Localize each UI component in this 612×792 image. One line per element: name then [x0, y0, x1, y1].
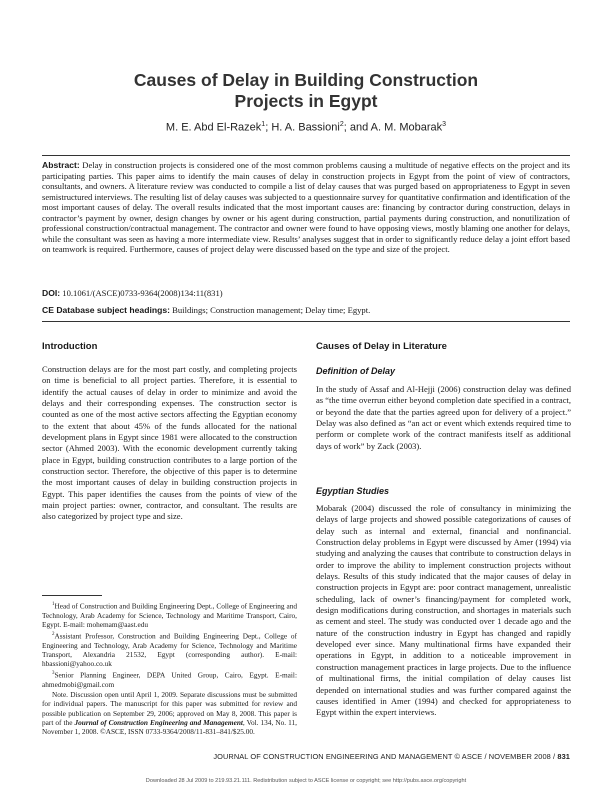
subject-headings-value: Buildings; Construction management; Delay time; Egypt.: [172, 305, 371, 315]
footnote-1-text: Head of Construction and Building Engineering Dept., College of Engineering and Technology, Arab Academy for Science, Technology and Maritime Transport, Cairo, Egypt. E-mail: mohemam@aast.edu: [42, 601, 297, 629]
doi-line: [42, 288, 223, 298]
footnote-1: [42, 600, 297, 629]
footnote-2-text: Assistant Professor, Construction and Building Engineering Dept., College of Engineering and Technology, Arab Academy for Science, Technology and Maritime Transport, Alexandria 21532, Egypt (corresponding author). E-mail: hbassioni@yahoo.co.uk: [42, 631, 297, 669]
egyptian-studies-body: [316, 503, 571, 719]
footnote-3-mark: 3: [52, 671, 55, 677]
download-notice: Downloaded 28 Jul 2009 to 219.93.21.111. Redistribution subject to ASCE license or copyright; see http://pubs.asce.org/copyright: [145, 778, 467, 784]
paper-title: [40, 70, 572, 112]
definition-paragraph: In the study of Assaf and Al-Hejji (2006) construction delay was defined as “the time overrun either beyond completion date specified in a contract, or beyond the date that the parties agreed upon for delivery of a project.” Delay was also defined as “an act or event which extends required time to perform or complete work of the contract manifests itself as additional days of work” by Zack (2003).: [316, 384, 571, 451]
egyptian-studies-paragraph: Mobarak (2004) discussed the role of consultancy in minimizing the delays of large projects and showed possible categorizations of causes of delay such as internal and external, financial and nonfinancial. Construction delay problems in Egypt were discussed by Amer (1994) via studying and analyzing the causes that contribute to construction delays in order to improve the ability to implement construction projects without delays. Results of this study indicated that the major causes of delay in construction projects in Egypt are: poor contract management, unrealistic scheduling, lack of owner’s financing/payment for completed work, design modifications during construction, and shortages in materials such as cement and steel. The study was conducted over 1 decade ago and the nature of the construction industry in Egypt has changed and rapidly developed ever since. Many multinational firms have expanded their operations in Egypt, in addition to a noticeable improvement in construction management practices in large projects. Due to the influence of multinational firms, the initial compilation of delay causes list depended on international studies and was further compared against the causes identified in Amer (1994) and checked for appropriateness to Egypt within the expert interviews.: [316, 503, 571, 718]
intro-body: [42, 364, 297, 523]
submission-note: [42, 690, 297, 736]
header-rule: [42, 155, 570, 156]
running-footer: [213, 752, 570, 761]
subject-headings: [42, 305, 370, 315]
doi-label: DOI:: [42, 288, 61, 298]
footnote-2-mark: 2: [52, 632, 55, 638]
definition-heading: Definition of Delay: [316, 366, 396, 376]
literature-heading: Causes of Delay in Literature: [316, 341, 447, 352]
definition-body: [316, 384, 571, 452]
footnote-3: [42, 669, 297, 689]
author-1-mark: 1: [261, 121, 266, 128]
note-journal: Journal of Construction Engineering and Management: [74, 717, 243, 727]
footnotes: [42, 600, 297, 737]
intro-paragraph: Construction delays are for the most part costly, and completing projects on time is beneficial to all project parties. Therefore, it is essential to identify the actual causes of delay in order to minimize and avoid the delays and their corresponding expenses. The construction sector is counted as one of the most active sectors affecting the Egyptian economy to the extent that about 45% of the funds allocated for the national development plans in Egypt since 1981 were allocated to the construction sector (Ahmed 2003). With the economic development currently taking place in Egypt, building construction contributes to a large portion of the construction sector. Therefore, the objective of this paper is to determine the most important causes of delay in building construction projects in Egypt. This paper identifies the causes from the points of view of the main project parties: owner, contractor, and consultant. The results are also categorized by project type and size.: [42, 364, 297, 522]
egyptian-studies-heading: Egyptian Studies: [316, 486, 390, 496]
footnote-2: [42, 630, 297, 668]
author-separator: ;: [265, 121, 272, 134]
abstract-label: Abstract:: [42, 160, 80, 170]
author-1: M. E. Abd El-Razek: [165, 121, 262, 134]
abstract-text: Delay in construction projects is considered one of the most common problems causing a multitude of negative effects on the project and its participating parties. This paper aims to identify the main causes of delay in construction projects in Egypt from the point of view of contractors, consultants, and owners. A literature review was conducted to compile a list of delay causes that was purged based on appropriateness to Egypt in seven semistructured interviews. The resulting list of delay causes was subjected to a questionnaire survey for quantitative confirmation and identification of the most important causes of delay. The overall results indicated that the most important causes are: financing by contractor during construction, delays in contractor’s payment by owner, design changes by owner or his agent during construction, partial payments during construction, and nonutilization of professional construction/contractual management. The contractor and owner were found to have opposing views, mostly blaming one another for delays, while the consultant was seen as having a more intermediate view. Results’ analyses suggest that in order to significantly reduce delay a joint effort based on teamwork is required. Furthermore, causes of project delay were discussed based on the type and size of the project.: [42, 160, 570, 255]
title-line-2: Projects in Egypt: [234, 91, 378, 111]
author-separator: ; and: [343, 121, 371, 134]
footnote-3-text: Senior Planning Engineer, DEPA United Group, Cairo, Egypt. E-mail: ahmedmobi@gmail.com: [42, 670, 297, 689]
subject-headings-label: CE Database subject headings:: [42, 305, 170, 315]
author-3-mark: 3: [442, 121, 447, 128]
footnote-1-mark: 1: [52, 602, 55, 607]
author-list: [40, 121, 572, 134]
note-lead: Note. Discussion open until April 1, 2009. Separate discussions must be submitted for individual papers. The manuscript for this paper was submitted for review and possible publication on September 29, 2006; approved on May 8, 2008. This paper is part of the: [42, 690, 297, 727]
author-3: A. M. Mobarak: [370, 121, 443, 134]
abstract: [42, 160, 570, 255]
author-2-mark: 2: [339, 121, 344, 128]
doi-value[interactable]: 10.1061/(ASCE)0733-9364(2008)134:11(831): [62, 288, 223, 298]
footer-journal: JOURNAL OF CONSTRUCTION ENGINEERING AND MANAGEMENT © ASCE / NOVEMBER 2008 /: [213, 752, 558, 761]
intro-heading: Introduction: [42, 341, 98, 352]
author-2: H. A. Bassioni: [271, 121, 340, 134]
page-number: 831: [557, 752, 570, 761]
title-line-1: Causes of Delay in Building Construction: [133, 70, 479, 90]
abstract-rule: [42, 321, 570, 322]
note-tail: , Vol. 134, No. 11, November 1, 2008. ©ASCE, ISSN 0733-9364/2008/11-831–841/$25.00.: [42, 717, 297, 736]
footnote-rule: [42, 595, 102, 596]
